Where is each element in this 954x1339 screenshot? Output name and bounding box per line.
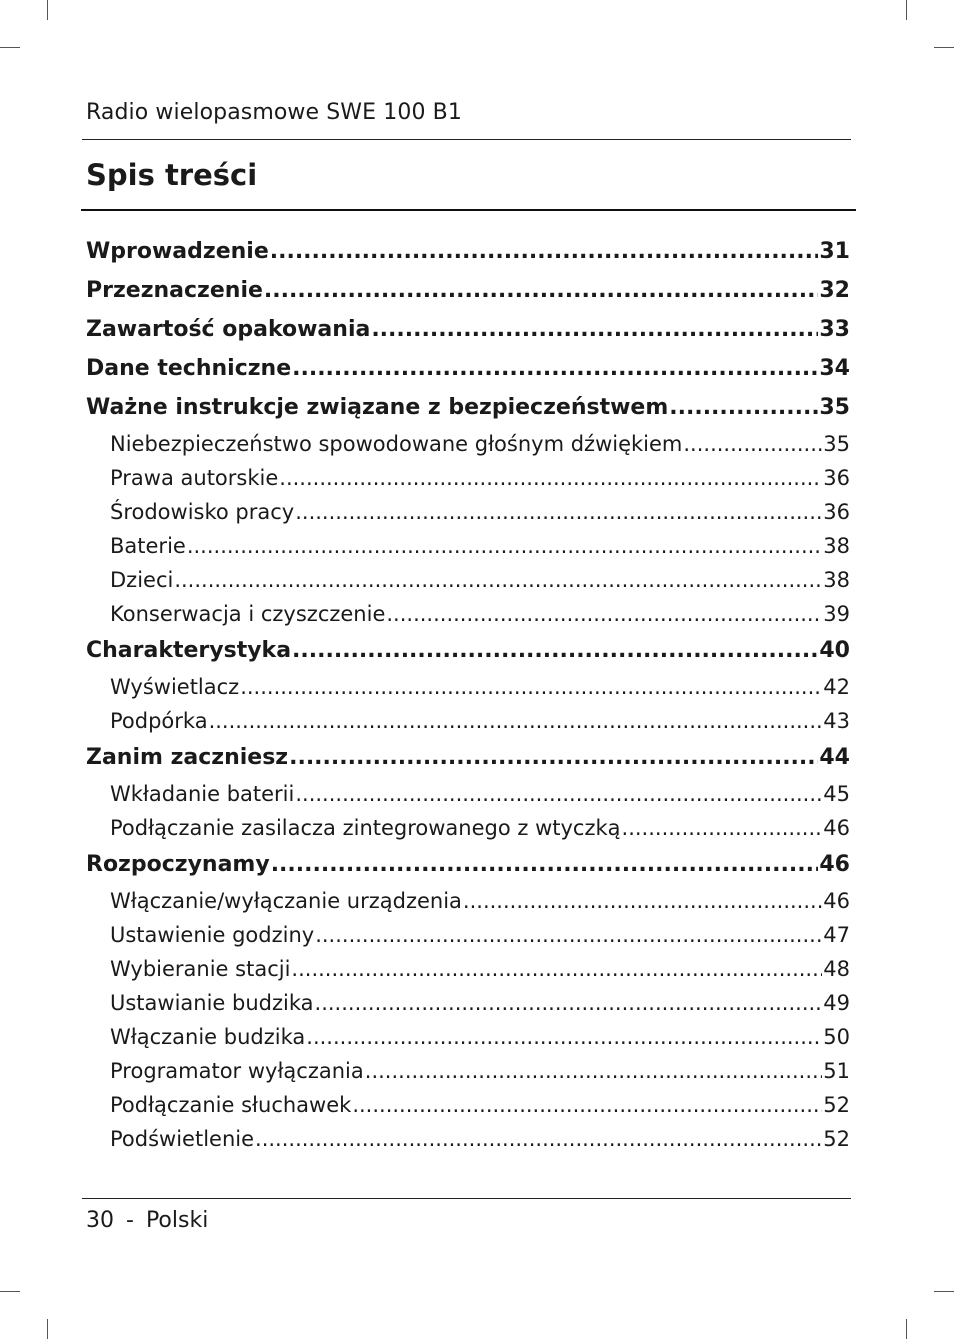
dot-leader: [279, 461, 822, 495]
toc-entry-label: Prawa autorskie: [110, 466, 279, 490]
dot-leader: [174, 563, 822, 597]
dot-leader: [271, 845, 819, 884]
dot-leader: [315, 986, 823, 1020]
toc-entry-label: Środowisko pracy: [110, 500, 295, 524]
toc-entry-section[interactable]: [86, 1020, 850, 1054]
crop-mark: [906, 1319, 907, 1339]
toc-entry-page: 36: [823, 466, 850, 490]
toc-entry-page: 32: [819, 278, 850, 303]
toc-entry-label: Ustawienie godziny: [110, 923, 315, 947]
dot-leader: [315, 918, 822, 952]
dot-leader: [669, 388, 818, 427]
toc-entry-label: Niebezpieczeństwo spowodowane głośnym dźwiękiem: [110, 432, 683, 456]
header-rule: [82, 139, 851, 140]
toc-entry-page: 39: [823, 602, 850, 626]
toc-entry-page: 43: [823, 709, 850, 733]
dot-leader: [386, 597, 822, 631]
toc-entry-label: Włączanie budzika: [110, 1025, 306, 1049]
dot-leader: [306, 1020, 822, 1054]
toc-entry-page: 31: [819, 239, 850, 264]
dot-leader: [365, 1054, 823, 1088]
toc-entry-label: Rozpoczynamy: [86, 852, 270, 877]
dot-leader: [352, 1088, 822, 1122]
dot-leader: [292, 349, 818, 388]
toc-entry-page: 36: [823, 500, 850, 524]
footer-rule: [82, 1198, 851, 1199]
toc-entry-section[interactable]: [86, 495, 850, 529]
toc-entry-label: Podłączanie zasilacza zintegrowanego z wtyczką: [110, 816, 621, 840]
toc-entry-section[interactable]: [86, 811, 850, 845]
toc-entry-page: 46: [823, 889, 850, 913]
toc-entry-page: 50: [823, 1025, 850, 1049]
dot-leader: [291, 952, 822, 986]
toc-entry-chapter[interactable]: [86, 349, 850, 388]
title-rule: [81, 209, 856, 211]
toc-entry-page: 42: [823, 675, 850, 699]
toc-entry-label: Ważne instrukcje związane z bezpieczeństwem: [86, 395, 669, 420]
crop-mark: [47, 1319, 48, 1339]
toc-entry-page: 35: [819, 395, 850, 420]
dot-leader: [209, 704, 823, 738]
footer-language: Polski: [145, 1208, 209, 1233]
toc-entry-page: 34: [819, 356, 850, 381]
dot-leader: [240, 670, 822, 704]
toc-entry-label: Podświetlenie: [110, 1127, 255, 1151]
toc-entry-label: Zawartość opakowania: [86, 317, 371, 342]
dot-leader: [187, 529, 822, 563]
toc-entry-page: 47: [823, 923, 850, 947]
toc-entry-page: 45: [823, 782, 850, 806]
toc-entry-section[interactable]: [86, 529, 850, 563]
toc-entry-label: Baterie: [110, 534, 186, 558]
crop-mark: [0, 1291, 20, 1292]
dot-leader: [255, 1122, 822, 1156]
dot-leader: [264, 271, 818, 310]
toc-entry-chapter[interactable]: [86, 388, 850, 427]
toc-entry-section[interactable]: [86, 952, 850, 986]
crop-mark: [934, 47, 954, 48]
toc-entry-page: 48: [823, 957, 850, 981]
dot-leader: [622, 811, 823, 845]
toc-entry-page: 44: [819, 745, 850, 770]
dot-leader: [292, 631, 818, 670]
crop-mark: [906, 0, 907, 20]
crop-mark: [0, 47, 20, 48]
toc-entry-section[interactable]: [86, 884, 850, 918]
dot-leader: [683, 427, 822, 461]
toc-entry-page: 49: [823, 991, 850, 1015]
toc-entry-label: Zanim zaczniesz: [86, 745, 289, 770]
toc-entry-chapter[interactable]: [86, 738, 850, 777]
dot-leader: [295, 777, 822, 811]
toc-entry-label: Wyświetlacz: [110, 675, 240, 699]
page-title: Spis treści: [86, 158, 258, 192]
toc-entry-label: Wybieranie stacji: [110, 957, 291, 981]
toc-entry-section[interactable]: [86, 427, 850, 461]
table-of-contents: [86, 232, 850, 1156]
toc-entry-label: Włączanie/wyłączanie urządzenia: [110, 889, 462, 913]
toc-entry-page: 52: [823, 1093, 850, 1117]
toc-entry-section[interactable]: [86, 597, 850, 631]
toc-entry-page: 40: [819, 638, 850, 663]
crop-mark: [47, 0, 48, 20]
running-header: Radio wielopasmowe SWE 100 B1: [86, 100, 462, 125]
toc-entry-label: Wkładanie baterii: [110, 782, 295, 806]
toc-entry-label: Programator wyłączania: [110, 1059, 364, 1083]
toc-entry-page: 38: [823, 534, 850, 558]
toc-entry-label: Podpórka: [110, 709, 208, 733]
toc-entry-label: Dzieci: [110, 568, 174, 592]
toc-entry-chapter[interactable]: [86, 232, 850, 271]
toc-entry-page: 33: [819, 317, 850, 342]
toc-entry-label: Przeznaczenie: [86, 278, 263, 303]
toc-entry-label: Dane techniczne: [86, 356, 292, 381]
toc-entry-section[interactable]: [86, 777, 850, 811]
toc-entry-page: 51: [823, 1059, 850, 1083]
toc-entry-chapter[interactable]: [86, 310, 850, 349]
toc-entry-chapter[interactable]: [86, 845, 850, 884]
toc-entry-section[interactable]: [86, 670, 850, 704]
footer-separator: -: [126, 1208, 134, 1233]
toc-entry-label: Podłączanie słuchawek: [110, 1093, 352, 1117]
toc-entry-label: Wprowadzenie: [86, 239, 269, 264]
toc-entry-section[interactable]: [86, 461, 850, 495]
toc-entry-section[interactable]: [86, 1088, 850, 1122]
toc-entry-label: Charakterystyka: [86, 638, 292, 663]
toc-entry-chapter[interactable]: [86, 631, 850, 670]
toc-entry-page: 38: [823, 568, 850, 592]
dot-leader: [270, 232, 819, 271]
toc-entry-section[interactable]: [86, 986, 850, 1020]
toc-entry-chapter[interactable]: [86, 271, 850, 310]
dot-leader: [295, 495, 822, 529]
page-footer: [86, 1208, 208, 1233]
toc-entry-label: Ustawianie budzika: [110, 991, 314, 1015]
dot-leader: [371, 310, 818, 349]
toc-entry-section[interactable]: [86, 563, 850, 597]
dot-leader: [289, 738, 818, 777]
dot-leader: [463, 884, 822, 918]
toc-entry-page: 46: [823, 816, 850, 840]
crop-mark: [934, 1291, 954, 1292]
toc-entry-section[interactable]: [86, 1122, 850, 1156]
toc-entry-section[interactable]: [86, 1054, 850, 1088]
toc-entry-page: 35: [823, 432, 850, 456]
toc-entry-page: 46: [819, 852, 850, 877]
toc-entry-label: Konserwacja i czyszczenie: [110, 602, 386, 626]
toc-entry-section[interactable]: [86, 918, 850, 952]
toc-entry-section[interactable]: [86, 704, 850, 738]
toc-entry-page: 52: [823, 1127, 850, 1151]
page-number: 30: [86, 1208, 114, 1233]
